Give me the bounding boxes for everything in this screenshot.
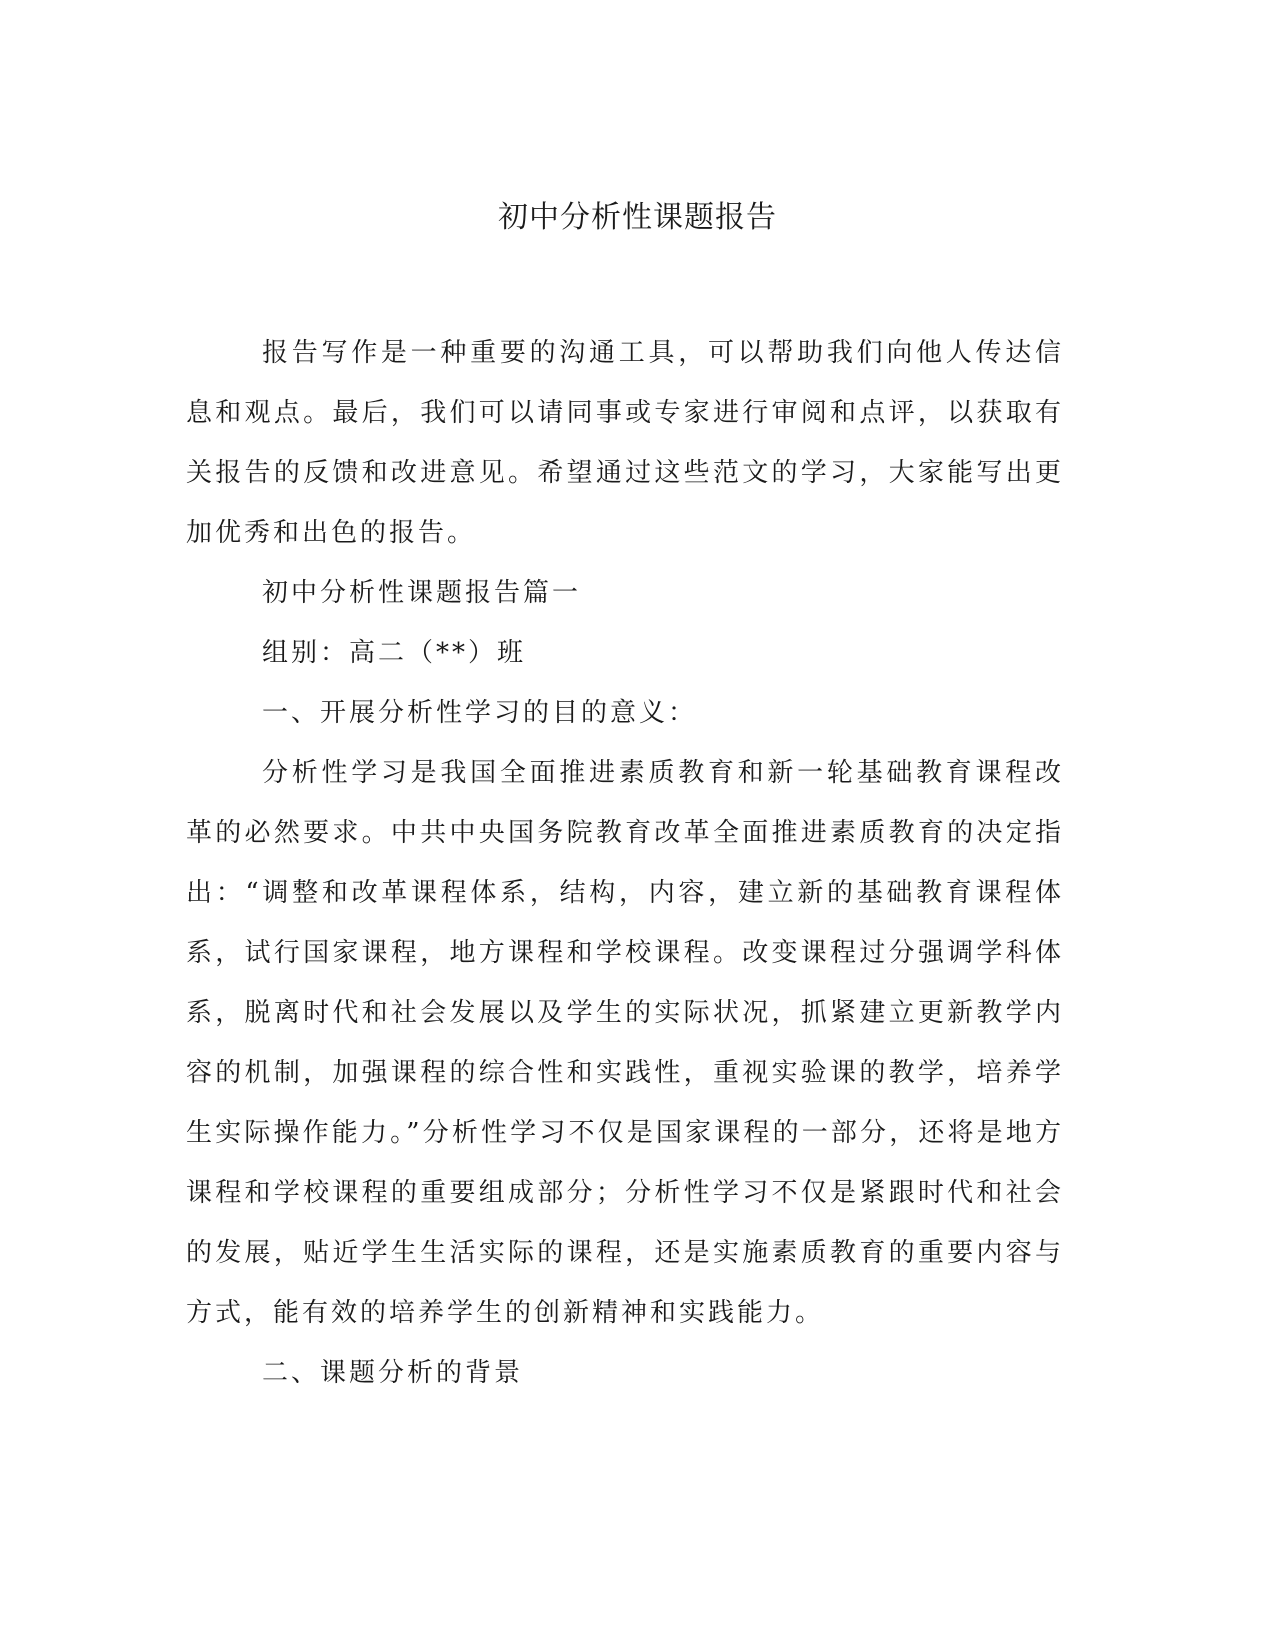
heading-background: 二、课题分析的背景 xyxy=(262,1358,524,1388)
purpose-paragraph: 分析性学习是我国全面推进素质教育和新一轮基础教育课程改革的必然要求。中共中央国务院教育改革全面推进素质教育的决定指出：“调整和改革课程体系，结构，内容，建立新的基础教育课程体系，试行国家课程，地方课程和学校课程。改变课程过分强调学科体系，脱离时代和社会发展以及学生的实际状况，抓紧建立更新教学内容的机制，加强课程的综合性和实践性，重视实验课的教学，培养学生实际操作能力。”分析性学习不仅是国家课程的一部分，还将是地方课程和学校课程的重要组成部分；分析性学习不仅是紧跟时代和社会的发展，贴近学生生活实际的课程，还是实施素质教育的重要内容与方式，能有效的培养学生的创新精神和实践能力。 xyxy=(186,758,1064,1328)
group-line: 组别：高二（**）班 xyxy=(262,638,527,668)
intro-paragraph: 报告写作是一种重要的沟通工具，可以帮助我们向他人传达信息和观点。最后，我们可以请同事或专家进行审阅和点评，以获取有关报告的反馈和改进意见。希望通过这些范文的学习，大家能写出更加优秀和出色的报告。 xyxy=(186,338,1064,548)
document-body xyxy=(186,323,1064,1403)
heading-purpose: 一、开展分析性学习的目的意义： xyxy=(262,698,698,728)
section-heading-part-one: 初中分析性课题报告篇一 xyxy=(262,578,582,608)
document-title: 初中分析性课题报告 xyxy=(498,200,777,235)
